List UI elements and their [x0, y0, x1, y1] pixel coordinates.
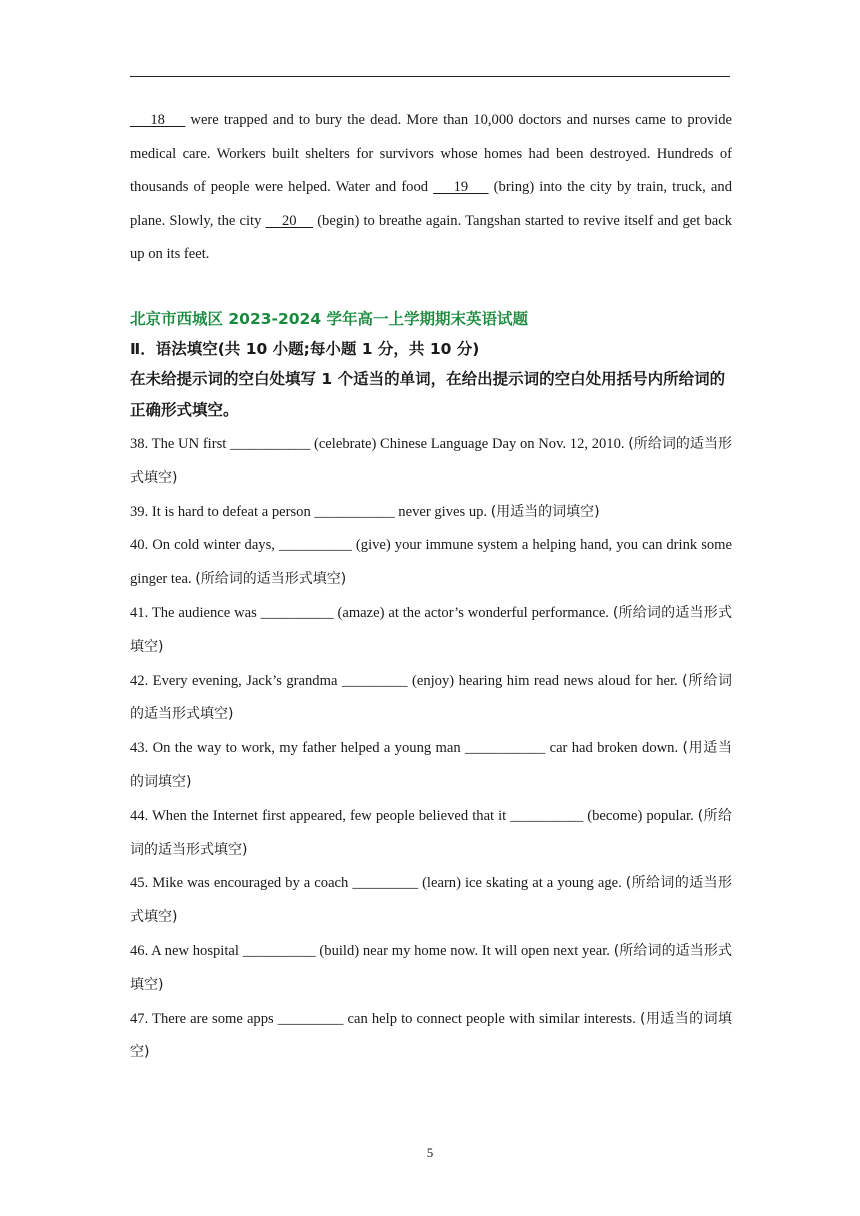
question-47	[130, 1003, 732, 1071]
question-text: 41. The audience was __________ (amaze) at the actor’s wonderful performance.	[130, 604, 613, 621]
question-39	[130, 496, 732, 530]
question-note: (所给词的适当形式填空)	[130, 672, 733, 723]
question-43	[130, 732, 732, 800]
passage-paragraph	[130, 104, 732, 272]
question-note: (用适当的词填空)	[130, 740, 732, 790]
question-note: (所给词的适当形式填空)	[130, 435, 732, 486]
question-38	[130, 428, 732, 496]
question-40	[130, 529, 732, 597]
question-41	[130, 597, 732, 665]
passage-text-2: (bring) into the city by train, truck, and plane. Slowly, the city	[130, 179, 732, 229]
question-note: (所给词的适当形式填空)	[130, 875, 732, 926]
question-note: (所给词的适当形式填空)	[130, 807, 732, 858]
question-text: 43. On the way to work, my father helped a young man ___________ car had broken down.	[130, 740, 683, 757]
question-note: (用适当的词填空)	[490, 503, 600, 520]
header-rule	[130, 76, 730, 77]
question-text: 40. On cold winter days, __________ (give) your immune system a helping hand, you can drink some ginger tea.	[130, 537, 732, 588]
section-heading: Ⅱ．语法填空(共 10 小题;每小题 1 分，共 10 分)	[130, 339, 480, 358]
question-text: 38. The UN first ___________ (celebrate) Chinese Language Day on Nov. 12, 2010.	[130, 435, 629, 452]
page-number: 5	[426, 1145, 434, 1160]
blank-19: 19	[433, 179, 489, 196]
question-42	[130, 665, 732, 733]
question-list	[130, 428, 732, 1070]
question-note: (用适当的词填空)	[130, 1010, 733, 1061]
source-title: 北京市西城区 2023-2024 学年高一上学期期末英语试题	[130, 309, 529, 328]
blank-20: 20	[265, 212, 314, 229]
question-note: (所给词的适当形式填空)	[195, 571, 347, 588]
blank-18: 18	[130, 112, 186, 128]
passage-text-3: (begin) to breathe again. Tangshan started to revive itself and get back up on its feet.	[130, 212, 733, 263]
page-content	[130, 104, 732, 1070]
question-note: (所给词的适当形式填空)	[130, 604, 732, 655]
question-45	[130, 867, 732, 935]
question-text: 42. Every evening, Jack’s grandma _________ (enjoy) hearing him read news aloud for her.	[130, 672, 683, 689]
instructions: 在未给提示词的空白处填写 1 个适当的单词，在给出提示词的空白处用括号内所给词的正确形式填空。	[130, 369, 726, 419]
question-text: 44. When the Internet first appeared, few people believed that it __________ (become) popular.	[130, 807, 698, 824]
question-text: 47. There are some apps _________ can help to connect people with similar interests.	[130, 1010, 640, 1027]
question-text: 45. Mike was encouraged by a coach _________ (learn) ice skating at a young age.	[130, 875, 626, 892]
passage-text-1: were trapped and to bury the dead. More than 10,000 doctors and nurses came to provide medical care. Workers built shelters for survivors whose homes had been destroyed. Hundreds of thousands of people were helped. Water and food	[130, 112, 733, 196]
question-text: 46. A new hospital __________ (build) near my home now. It will open next year.	[130, 942, 614, 959]
question-text: 39. It is hard to defeat a person ___________ never gives up.	[130, 503, 491, 520]
question-44	[130, 800, 732, 868]
question-note: (所给词的适当形式填空)	[130, 942, 732, 993]
question-46	[130, 935, 732, 1003]
